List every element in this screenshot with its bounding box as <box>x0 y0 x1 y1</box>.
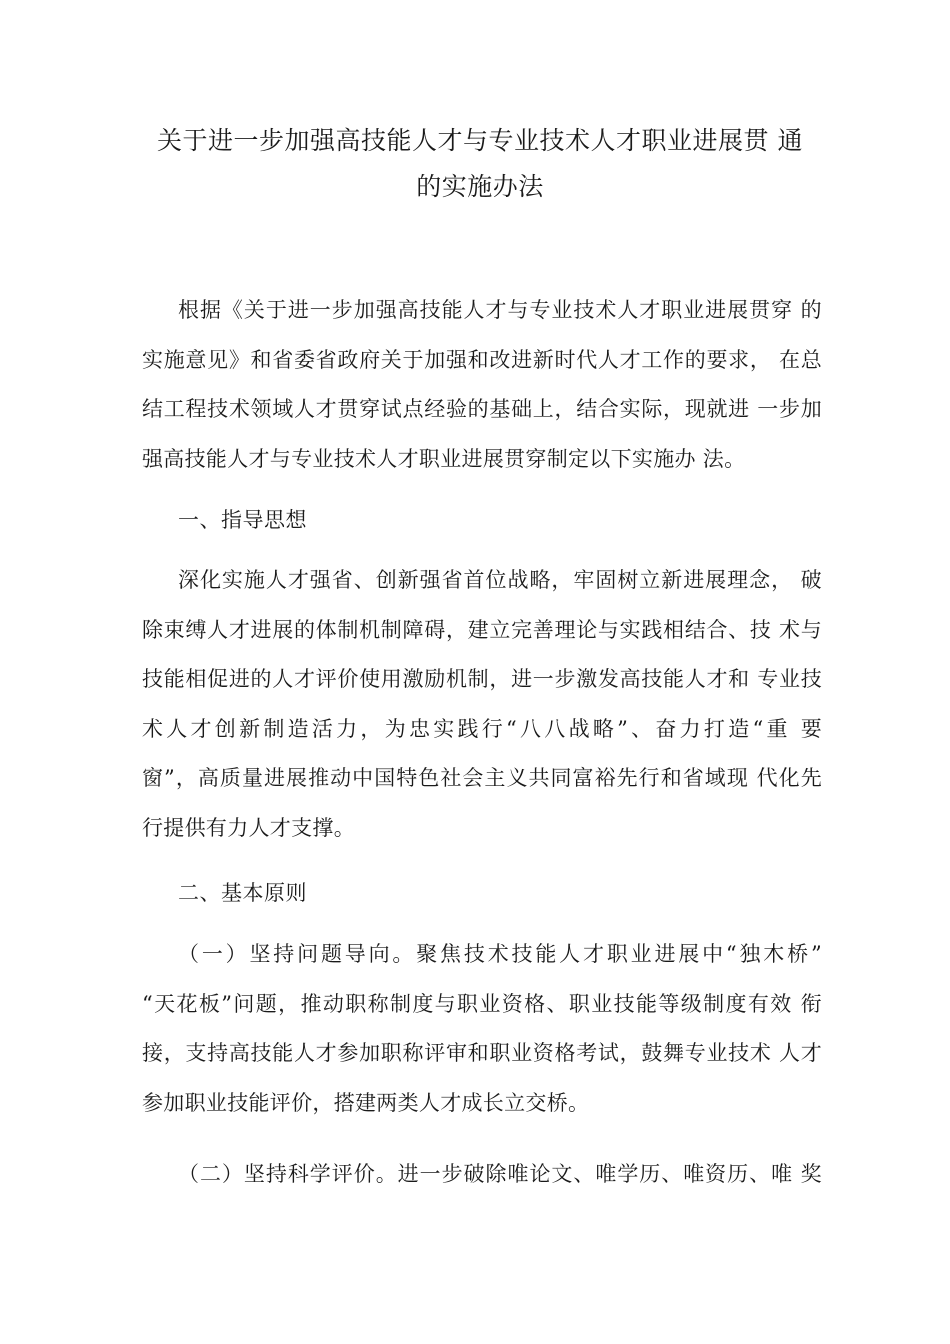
paragraph-line: 技能相促进的人才评价使用激励机制，进一步激发高技能人才和 专业技 <box>142 667 822 691</box>
paragraph-line: 根据《关于进一步加强高技能人才与专业技术人才职业进展贯穿 的 <box>178 298 822 322</box>
title-line-1: 关于进一步加强高技能人才与专业技术人才职业进展贯 通 <box>157 126 803 155</box>
section-heading-guiding-ideology: 一、指导思想 <box>178 508 307 532</box>
paragraph-line: 除束缚人才进展的体制机制障碍，建立完善理论与实践相结合、技 术与 <box>142 617 822 642</box>
paragraph-line: 实施意见》和省委省政府关于加强和改进新时代人才工作的要求， 在总 <box>142 347 822 372</box>
intro-paragraph <box>142 286 822 484</box>
title-line-2: 的实施办法 <box>416 172 544 201</box>
paragraph-line: （二）坚持科学评价。进一步破除唯论文、唯学历、唯资历、唯 奖 <box>178 1162 822 1186</box>
principle-1-paragraph <box>142 930 822 1128</box>
paragraph-line: 深化实施人才强省、创新强省首位战略，牢固树立新进展理念， 破 <box>178 568 822 592</box>
paragraph-line: 术人才创新制造活力，为忠实践行“八八战略”、奋力打造“重 要 <box>142 716 822 741</box>
paragraph-line: “天花板”问题，推动职称制度与职业资格、职业技能等级制度有效 衔 <box>142 991 822 1016</box>
paragraph-line: 窗”，高质量进展推动中国特色社会主义共同富裕先行和省域现 代化先 <box>142 766 822 790</box>
section-heading-basic-principles: 二、基本原则 <box>178 881 307 905</box>
guiding-ideology-paragraph <box>142 556 822 853</box>
paragraph-line: 接，支持高技能人才参加职称评审和职业资格考试，鼓舞专业技术 人才 <box>142 1041 822 1065</box>
document-title <box>120 118 840 210</box>
principle-2-paragraph <box>142 1150 822 1200</box>
paragraph-line: （一）坚持问题导向。聚焦技术技能人才职业进展中“独木桥” <box>178 942 822 966</box>
paragraph-line: 行提供有力人才支撑。 <box>142 815 355 840</box>
paragraph-line: 结工程技术领域人才贯穿试点经验的基础上，结合实际，现就进 一步加 <box>142 397 822 421</box>
paragraph-line: 参加职业技能评价，搭建两类人才成长立交桥。 <box>142 1090 590 1115</box>
paragraph-line: 强高技能人才与专业技术人才职业进展贯穿制定以下实施办 法。 <box>142 446 746 471</box>
